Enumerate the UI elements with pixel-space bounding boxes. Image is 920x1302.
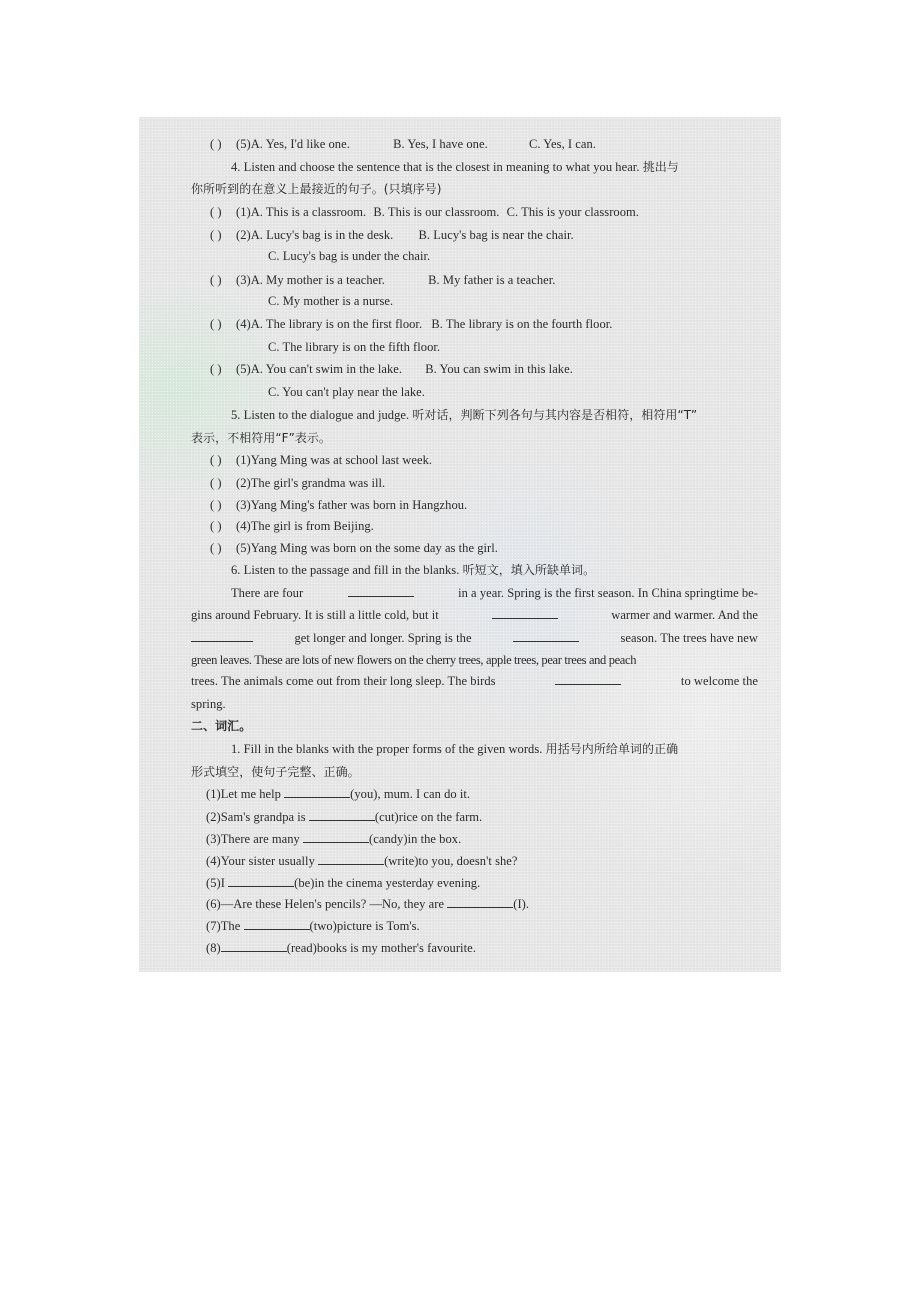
- option-b: B. My father is a teacher.: [428, 273, 556, 287]
- part6-title-cn: 听短文，填入所缺单词。: [462, 563, 596, 577]
- section2-part1-title: [231, 741, 678, 757]
- item-number: (1): [206, 787, 221, 801]
- part5-title-en: 5. Listen to the dialogue and judge.: [231, 408, 410, 422]
- question-row: [210, 204, 639, 220]
- fill-item: [206, 809, 482, 825]
- passage-line: spring.: [191, 697, 226, 711]
- answer-bracket[interactable]: ( ): [210, 205, 222, 219]
- option-c: C. Yes, I can.: [528, 137, 596, 151]
- passage-text: to welcome the: [680, 674, 758, 688]
- answer-bracket[interactable]: ( ): [210, 273, 222, 287]
- question-number: (5): [236, 362, 251, 376]
- statement: Yang Ming's father was born in Hangzhou.: [250, 498, 468, 512]
- passage-text: season. The trees have new: [620, 631, 758, 645]
- item-number: (6): [206, 897, 221, 911]
- item-number: (2): [206, 810, 221, 824]
- question-number: (3): [236, 498, 251, 512]
- item-text: I: [220, 876, 225, 890]
- fill-blank[interactable]: [555, 673, 621, 685]
- question-number: (2): [236, 228, 251, 242]
- option-a: A. This is a classroom.: [250, 205, 367, 219]
- item-text: in the cinema yesterday evening.: [314, 876, 481, 890]
- word-hint: (two): [309, 919, 337, 933]
- judge-row: [210, 452, 432, 468]
- answer-bracket[interactable]: ( ): [210, 498, 222, 512]
- option-b: B. Yes, I have one.: [393, 137, 488, 151]
- question-number: (2): [236, 476, 251, 490]
- answer-bracket[interactable]: ( ): [210, 362, 222, 376]
- fill-blank[interactable]: [447, 896, 513, 908]
- question-number: (5): [236, 541, 251, 555]
- judge-row: [210, 475, 385, 491]
- item-number: (7): [206, 919, 221, 933]
- passage-text: gins around February. It is still a little cold, but it: [191, 608, 439, 622]
- fill-blank[interactable]: [303, 831, 369, 843]
- item-text: picture is Tom's.: [336, 919, 420, 933]
- option-b: B. The library is on the fourth floor.: [431, 317, 613, 331]
- fill-item: [206, 940, 476, 956]
- passage-text: warmer and warmer. And the: [611, 608, 758, 622]
- question-number: (1): [236, 453, 251, 467]
- item-number: (3): [206, 832, 221, 846]
- option-c: C. My mother is a nurse.: [268, 294, 394, 308]
- answer-bracket[interactable]: ( ): [210, 453, 222, 467]
- passage-line: [191, 607, 758, 623]
- judge-row: [210, 518, 374, 534]
- statement: Yang Ming was born on the some day as the girl.: [250, 541, 498, 555]
- part4-title-en: 4. Listen and choose the sentence that is the closest in meaning to what you hear.: [231, 160, 640, 174]
- answer-bracket[interactable]: ( ): [210, 317, 222, 331]
- question-number: (3): [236, 273, 251, 287]
- judge-row: [210, 540, 498, 556]
- item-number: (8): [206, 941, 221, 955]
- question-row: [210, 361, 573, 377]
- question-row: [210, 316, 612, 332]
- option-c: C. This is your classroom.: [506, 205, 639, 219]
- section2-heading: 二、词汇。: [191, 719, 252, 733]
- fill-item: [206, 786, 470, 802]
- option-a: A. My mother is a teacher.: [250, 273, 385, 287]
- question-number: (5): [236, 137, 251, 151]
- part6-title-en: 6. Listen to the passage and fill in the blanks.: [231, 563, 460, 577]
- item-text: in the box.: [407, 832, 462, 846]
- judge-row: [210, 497, 467, 513]
- option-b: B. You can swim in this lake.: [425, 362, 573, 376]
- part4-title-cn-line2: 你所听到的在意义上最接近的句子。(只填序号): [191, 182, 442, 196]
- passage-line: green leaves. These are lots of new flowers on the cherry trees, apple trees, pear trees and peach: [191, 653, 637, 667]
- fill-item: [206, 896, 529, 912]
- word-hint: (write): [384, 854, 419, 868]
- option-a: A. You can't swim in the lake.: [250, 362, 403, 376]
- question-number: (4): [236, 317, 251, 331]
- word-hint: (be): [294, 876, 315, 890]
- item-number: (5): [206, 876, 221, 890]
- item-text: Sam's grandpa is: [220, 810, 306, 824]
- passage-line: [191, 630, 758, 646]
- statement: The girl is from Beijing.: [250, 519, 374, 533]
- item-text: books is my mother's favourite.: [316, 941, 476, 955]
- fill-item: [206, 918, 420, 934]
- item-text: , mum. I can do it.: [377, 787, 471, 801]
- option-c: C. You can't play near the lake.: [268, 385, 425, 399]
- answer-bracket[interactable]: ( ): [210, 137, 222, 151]
- question-row: [210, 136, 596, 152]
- statement: The girl's grandma was ill.: [250, 476, 386, 490]
- item-text: Let me help: [220, 787, 281, 801]
- answer-bracket[interactable]: ( ): [210, 541, 222, 555]
- option-a: A. The library is on the first floor.: [250, 317, 423, 331]
- passage-text: There are four: [231, 586, 304, 600]
- fill-item: [206, 831, 461, 847]
- fill-blank[interactable]: [492, 607, 558, 619]
- answer-bracket[interactable]: ( ): [210, 228, 222, 242]
- item-text: —Are these Helen's pencils? —No, they are: [220, 897, 445, 911]
- fill-blank[interactable]: [221, 940, 287, 952]
- fill-item: [206, 853, 518, 869]
- word-hint: (candy): [369, 832, 408, 846]
- question-number: (1): [236, 205, 251, 219]
- section2-part1-title-cn-line2: 形式填空，使句子完整、正确。: [191, 765, 360, 779]
- option-b: B. Lucy's bag is near the chair.: [418, 228, 574, 242]
- item-text: .: [525, 897, 530, 911]
- answer-bracket[interactable]: ( ): [210, 476, 222, 490]
- word-hint: (I): [513, 897, 526, 911]
- item-text: rice on the farm.: [398, 810, 483, 824]
- option-a: A. Yes, I'd like one.: [250, 137, 350, 151]
- fill-blank[interactable]: [244, 918, 310, 930]
- section2-part1-title-cn: 用括号内所给单词的正确: [545, 742, 679, 756]
- fill-blank[interactable]: [284, 786, 350, 798]
- item-text: There are many: [220, 832, 300, 846]
- item-text: to you, doesn't she?: [418, 854, 518, 868]
- option-c: C. The library is on the fifth floor.: [268, 340, 441, 354]
- section2-part1-title-en: 1. Fill in the blanks with the proper forms of the given words.: [231, 742, 543, 756]
- word-hint: (cut): [374, 810, 399, 824]
- fill-blank[interactable]: [309, 809, 375, 821]
- answer-bracket[interactable]: ( ): [210, 519, 222, 533]
- item-text: The: [220, 919, 241, 933]
- passage-text: get longer and longer. Spring is the: [294, 631, 472, 645]
- passage-text: trees. The animals come out from their long sleep. The birds: [191, 674, 496, 688]
- part4-title-cn: 挑出与: [642, 160, 679, 174]
- option-b: B. This is our classroom.: [373, 205, 500, 219]
- fill-blank[interactable]: [228, 875, 294, 887]
- part5-title-cn: 听对话，判断下列各句与其内容是否相符，相符用“T”: [412, 408, 698, 422]
- option-c: C. Lucy's bag is under the chair.: [268, 249, 431, 263]
- part6-title: [231, 562, 595, 578]
- part5-title: [231, 407, 697, 423]
- question-row: [210, 227, 574, 243]
- part4-title: [231, 159, 679, 175]
- passage-line: [231, 585, 758, 601]
- fill-blank[interactable]: [318, 853, 384, 865]
- word-hint: (read): [286, 941, 317, 955]
- item-text: Your sister usually: [220, 854, 315, 868]
- option-a: A. Lucy's bag is in the desk.: [250, 228, 394, 242]
- passage-text: in a year. Spring is the first season. In China springtime be-: [458, 586, 758, 600]
- word-hint: (you): [350, 787, 378, 801]
- fill-blank[interactable]: [348, 585, 414, 597]
- passage-line: [191, 673, 758, 689]
- fill-blank[interactable]: [191, 630, 253, 642]
- question-row: [210, 272, 555, 288]
- part5-title-cn-line2: 表示，不相符用“F”表示。: [191, 431, 331, 445]
- statement: Yang Ming was at school last week.: [250, 453, 433, 467]
- fill-blank[interactable]: [513, 630, 579, 642]
- item-number: (4): [206, 854, 221, 868]
- fill-item: [206, 875, 480, 891]
- question-number: (4): [236, 519, 251, 533]
